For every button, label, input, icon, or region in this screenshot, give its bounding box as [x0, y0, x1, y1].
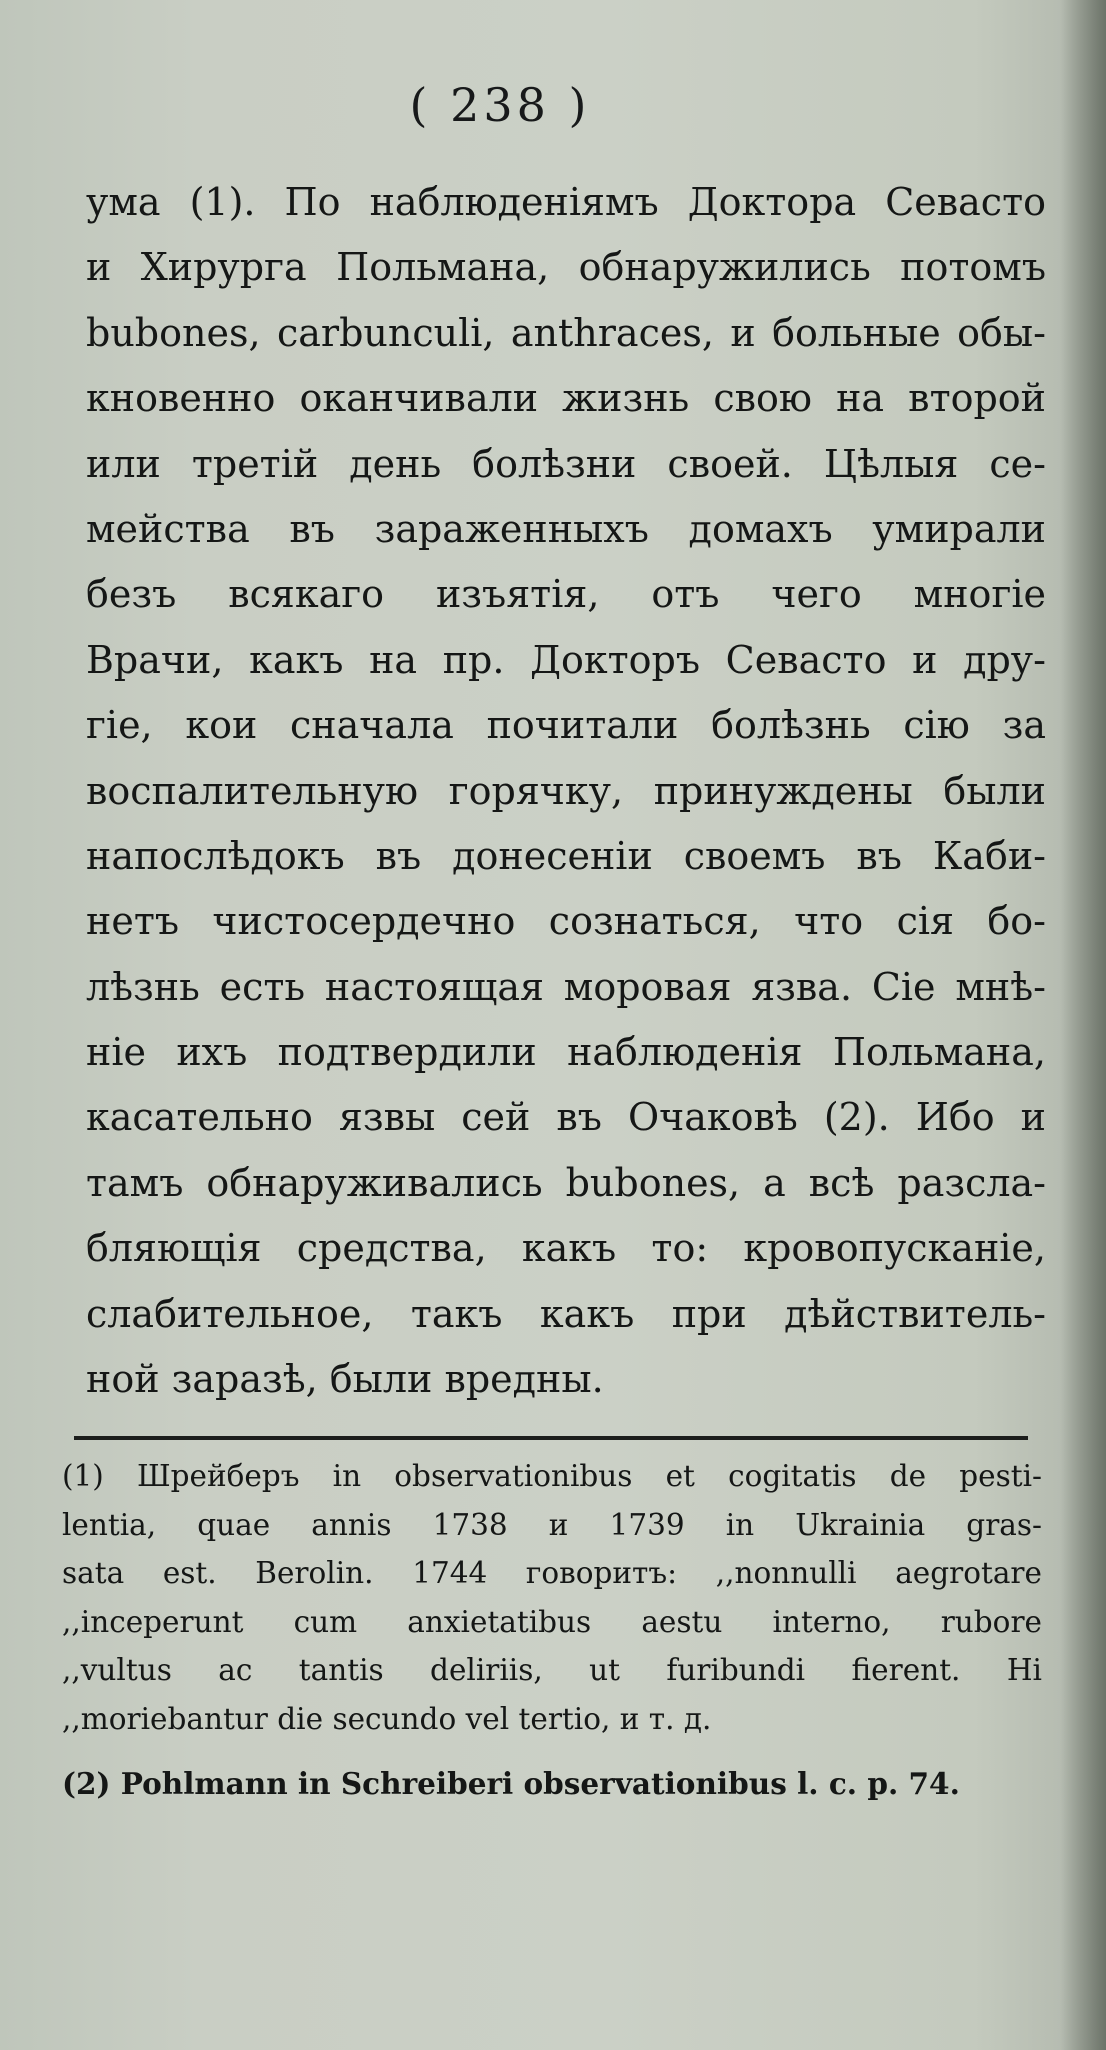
text-line: ніе ихъ подтвердили наблюденія Польмана, [86, 1030, 1046, 1075]
footnote-1-line: lentia, quae annis 1738 и 1739 in Ukrainia gras- [62, 1507, 1042, 1542]
text-line: воспалительную горячку, принуждены были [86, 768, 1046, 813]
footnotes [62, 1452, 1042, 1808]
text-line: и Хирурга Польмана, обнаружились потомъ [86, 245, 1046, 290]
text-line: Врачи, какъ на пр. Докторъ Севасто и дру- [86, 637, 1046, 682]
main-text [86, 170, 1046, 1412]
text-line: гіе, кои сначала почитали болѣзнь сію за [86, 703, 1046, 748]
text-line: кновенно оканчивали жизнь свою на второй [86, 376, 1046, 421]
text-line: тамъ обнаруживались bubones, а всѣ разсла- [86, 1160, 1046, 1205]
text-line: или третій день болѣзни своей. Цѣлыя се- [86, 441, 1046, 486]
text-line: bubones, carbunculi, anthraces, и больные обы- [86, 310, 1046, 355]
footnote-1-line: sata est. Berolin. 1744 говоритъ: ,,nonnulli aegrotare [62, 1556, 1042, 1591]
text-line: слабительное, такъ какъ при дѣйствитель- [86, 1291, 1046, 1336]
text-line: напослѣдокъ въ донесеніи своемъ въ Каби- [86, 833, 1046, 878]
footnote-divider [74, 1436, 1028, 1440]
text-line: ума (1). По наблюденіямъ Доктора Севасто [86, 180, 1046, 224]
footnote-2: (2) Pohlmann in Schreiberi observationibus l. c. p. 74. [62, 1765, 960, 1801]
text-line: безъ всякаго изъятія, отъ чего многіе [86, 572, 1046, 617]
footnote-1-line: ,,inceperunt cum anxietatibus aestu interno, rubore [62, 1604, 1042, 1639]
text-line: мейства въ зараженныхъ домахъ умирали [86, 506, 1046, 551]
text-line: лѣзнь есть настоящая моровая язва. Сіе мнѣ- [86, 964, 1046, 1009]
footnote-1-line: ,,moriebantur die secundo vel tertio, и т. д. [62, 1701, 712, 1736]
page-edge-shadow [1060, 0, 1106, 2050]
footnote-1-line: ,,vultus ac tantis deliriis, ut furibundi fierent. Hi [62, 1653, 1042, 1688]
page-number: ( 238 ) [409, 78, 591, 132]
text-line: нетъ чистосердечно сознаться, что сія бо- [86, 899, 1046, 944]
footnote-1-line: (1) Шрейберъ in observationibus et cogitatis de pesti- [62, 1459, 1042, 1493]
text-line: ной заразѣ, были вредны. [86, 1357, 604, 1402]
text-line: касательно язвы сей въ Очаковѣ (2). Ибо и [86, 1095, 1046, 1140]
text-line: бляющія средства, какъ то: кровопусканіе, [86, 1226, 1046, 1271]
